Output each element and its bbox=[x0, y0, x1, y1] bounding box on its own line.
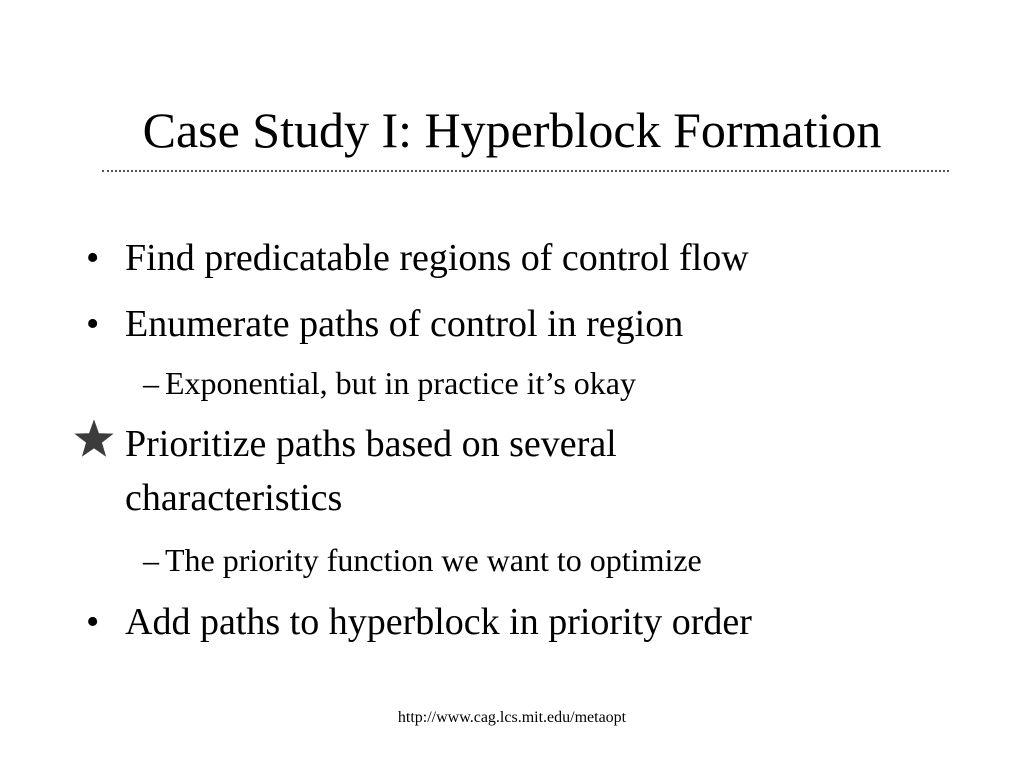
bullet-text: Prioritize paths based on several bbox=[125, 423, 617, 465]
bullet-marker: • bbox=[86, 601, 100, 643]
bullet-text: Find predicatable regions of control flow bbox=[125, 237, 749, 279]
bullet-item bbox=[86, 302, 684, 346]
footer-url: http://www.cag.lcs.mit.edu/metaopt bbox=[397, 709, 627, 726]
bullet-text: Enumerate paths of control in region bbox=[125, 303, 684, 345]
sub-bullet-marker: – bbox=[143, 365, 159, 401]
bullet-item-continuation bbox=[125, 476, 342, 520]
bullet-marker: • bbox=[86, 303, 100, 345]
sub-bullet-item bbox=[143, 541, 702, 579]
sub-bullet-item bbox=[143, 364, 636, 402]
bullet-item bbox=[86, 236, 749, 280]
bullet-text: Add paths to hyperblock in priority order bbox=[125, 601, 752, 643]
sub-bullet-text: The priority function we want to optimize bbox=[165, 542, 702, 578]
sub-bullet-marker: – bbox=[143, 542, 159, 578]
star-icon bbox=[72, 418, 116, 462]
slide-title: Case Study I: Hyperblock Formation bbox=[142, 102, 882, 158]
sub-bullet-text: Exponential, but in practice it’s okay bbox=[165, 365, 636, 401]
bullet-continuation-text: characteristics bbox=[125, 477, 343, 519]
bullet-item-starred bbox=[125, 422, 617, 466]
bullet-item bbox=[86, 600, 752, 644]
bullet-marker: • bbox=[86, 237, 100, 279]
